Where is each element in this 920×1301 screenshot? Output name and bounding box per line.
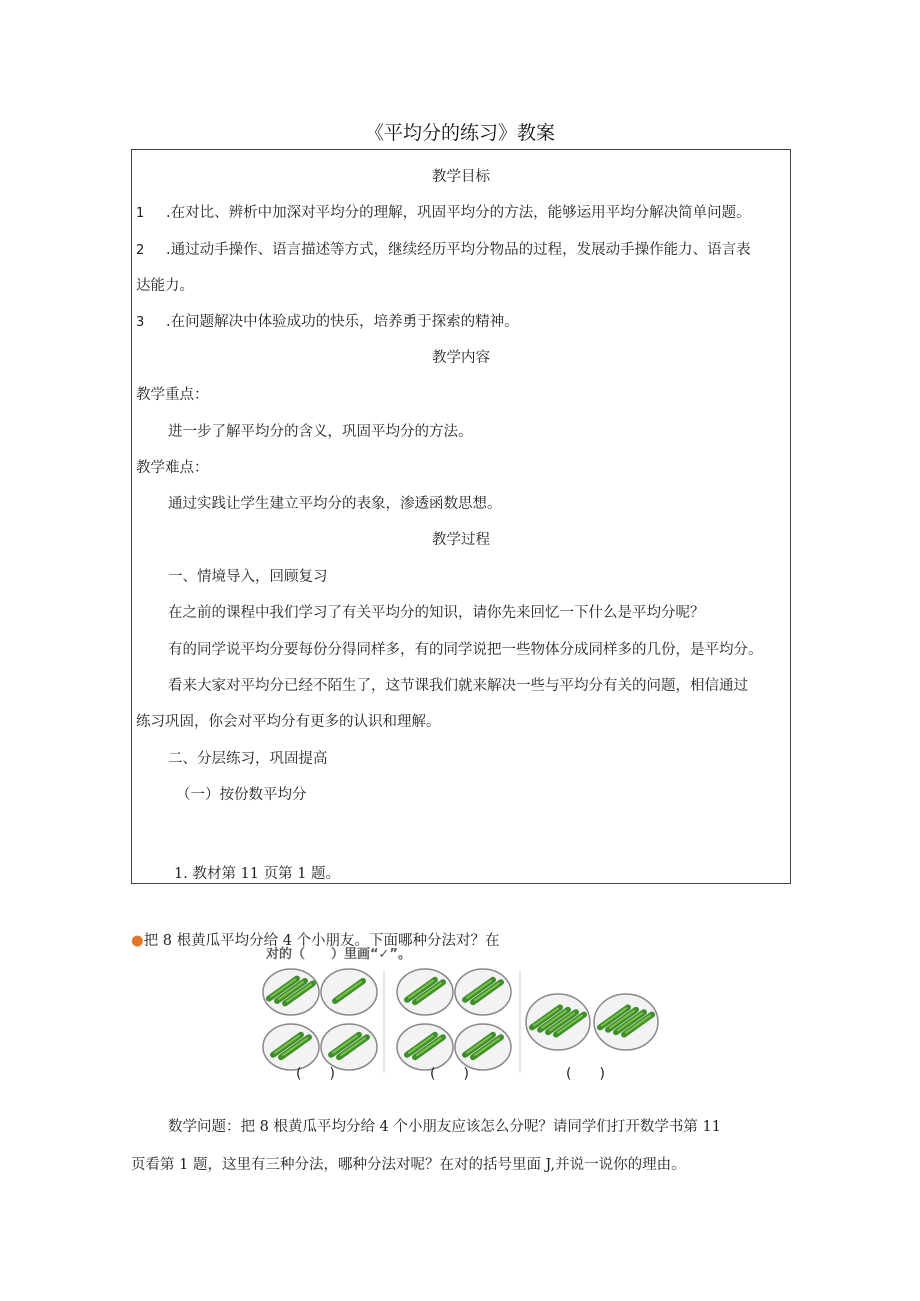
paragraph-continued: 练习巩固，你会对平均分有更多的认识和理解。 — [136, 714, 441, 730]
goal-text: .在问题解决中体验成功的快乐，培养勇于探索的精神。 — [166, 314, 519, 330]
goal-item — [136, 201, 751, 222]
answer-paren[interactable]: ( ) — [566, 1066, 605, 1082]
document-title: 《平均分的练习》教案 — [364, 122, 555, 144]
goals-heading: 教学目标 — [432, 169, 490, 185]
difficulty-label: 教学难点： — [136, 460, 209, 476]
goal-number: 3 — [136, 315, 145, 330]
goal-item — [136, 310, 519, 331]
paragraph: 看来大家对平均分已经不陌生了，这节课我们就来解决一些与平均分有关的问题，相信通过 — [168, 678, 748, 694]
goal-text-continued: 达能力。 — [136, 278, 194, 294]
question-line: 数学问题：把 8 根黄瓜平均分给 4 个小朋友应该怎么分呢？请同学们打开数学书第 11 — [168, 1119, 721, 1135]
section-heading: 一、情境导入，回顾复习 — [168, 569, 328, 585]
content-heading: 教学内容 — [432, 350, 490, 366]
paragraph: 在之前的课程中我们学习了有关平均分的知识，请你先来回忆一下什么是平均分呢？ — [168, 605, 705, 621]
answer-paren[interactable]: ( ) — [430, 1066, 469, 1082]
goal-item — [136, 238, 751, 259]
plate — [263, 969, 319, 1015]
plate — [594, 994, 658, 1050]
difficulty-text: 通过实践让学生建立平均分的表象，渗透函数思想。 — [168, 496, 502, 512]
plate — [321, 969, 377, 1015]
exercise-reference: 1. 教材第 11 页第 1 题。 — [174, 866, 341, 882]
plate — [526, 994, 590, 1050]
key-point-label: 教学重点： — [136, 387, 209, 403]
subsection-heading: （一）按份数平均分 — [176, 787, 307, 803]
section-heading: 二、分层练习，巩固提高 — [168, 751, 328, 767]
exercise-prompt-line2: 对的（ ）里画“✓”。 — [266, 947, 411, 962]
goal-number: 1 — [136, 206, 145, 221]
exercise-prompt-text: 把 8 根黄瓜平均分给 4 个小朋友。下面哪种分法对？在 — [143, 933, 500, 949]
lesson-plan-table — [131, 149, 791, 884]
goal-text: .在对比、辨析中加深对平均分的理解，巩固平均分的方法，能够运用平均分解决简单问题。 — [166, 205, 751, 221]
goal-text: .通过动手操作、语言描述等方式，继续经历平均分物品的过程，发展动手操作能力、语言表 — [166, 242, 751, 258]
goal-number: 2 — [136, 243, 145, 258]
exercise-bullet-icon: ● — [131, 933, 144, 949]
plate — [455, 969, 511, 1015]
question-line: 页看第 1 题，这里有三种分法，哪种分法对呢？在对的括号里面 J,并说一说你的理由。 — [131, 1157, 686, 1173]
answer-paren[interactable]: ( ) — [296, 1066, 335, 1082]
paragraph: 有的同学说平均分要每份分得同样多，有的同学说把一些物体分成同样多的几份，是平均分。 — [168, 642, 763, 658]
key-point-text: 进一步了解平均分的含义，巩固平均分的方法。 — [168, 424, 473, 440]
process-heading: 教学过程 — [432, 532, 490, 548]
plate — [397, 969, 453, 1015]
cucumber-figure — [258, 945, 668, 1095]
